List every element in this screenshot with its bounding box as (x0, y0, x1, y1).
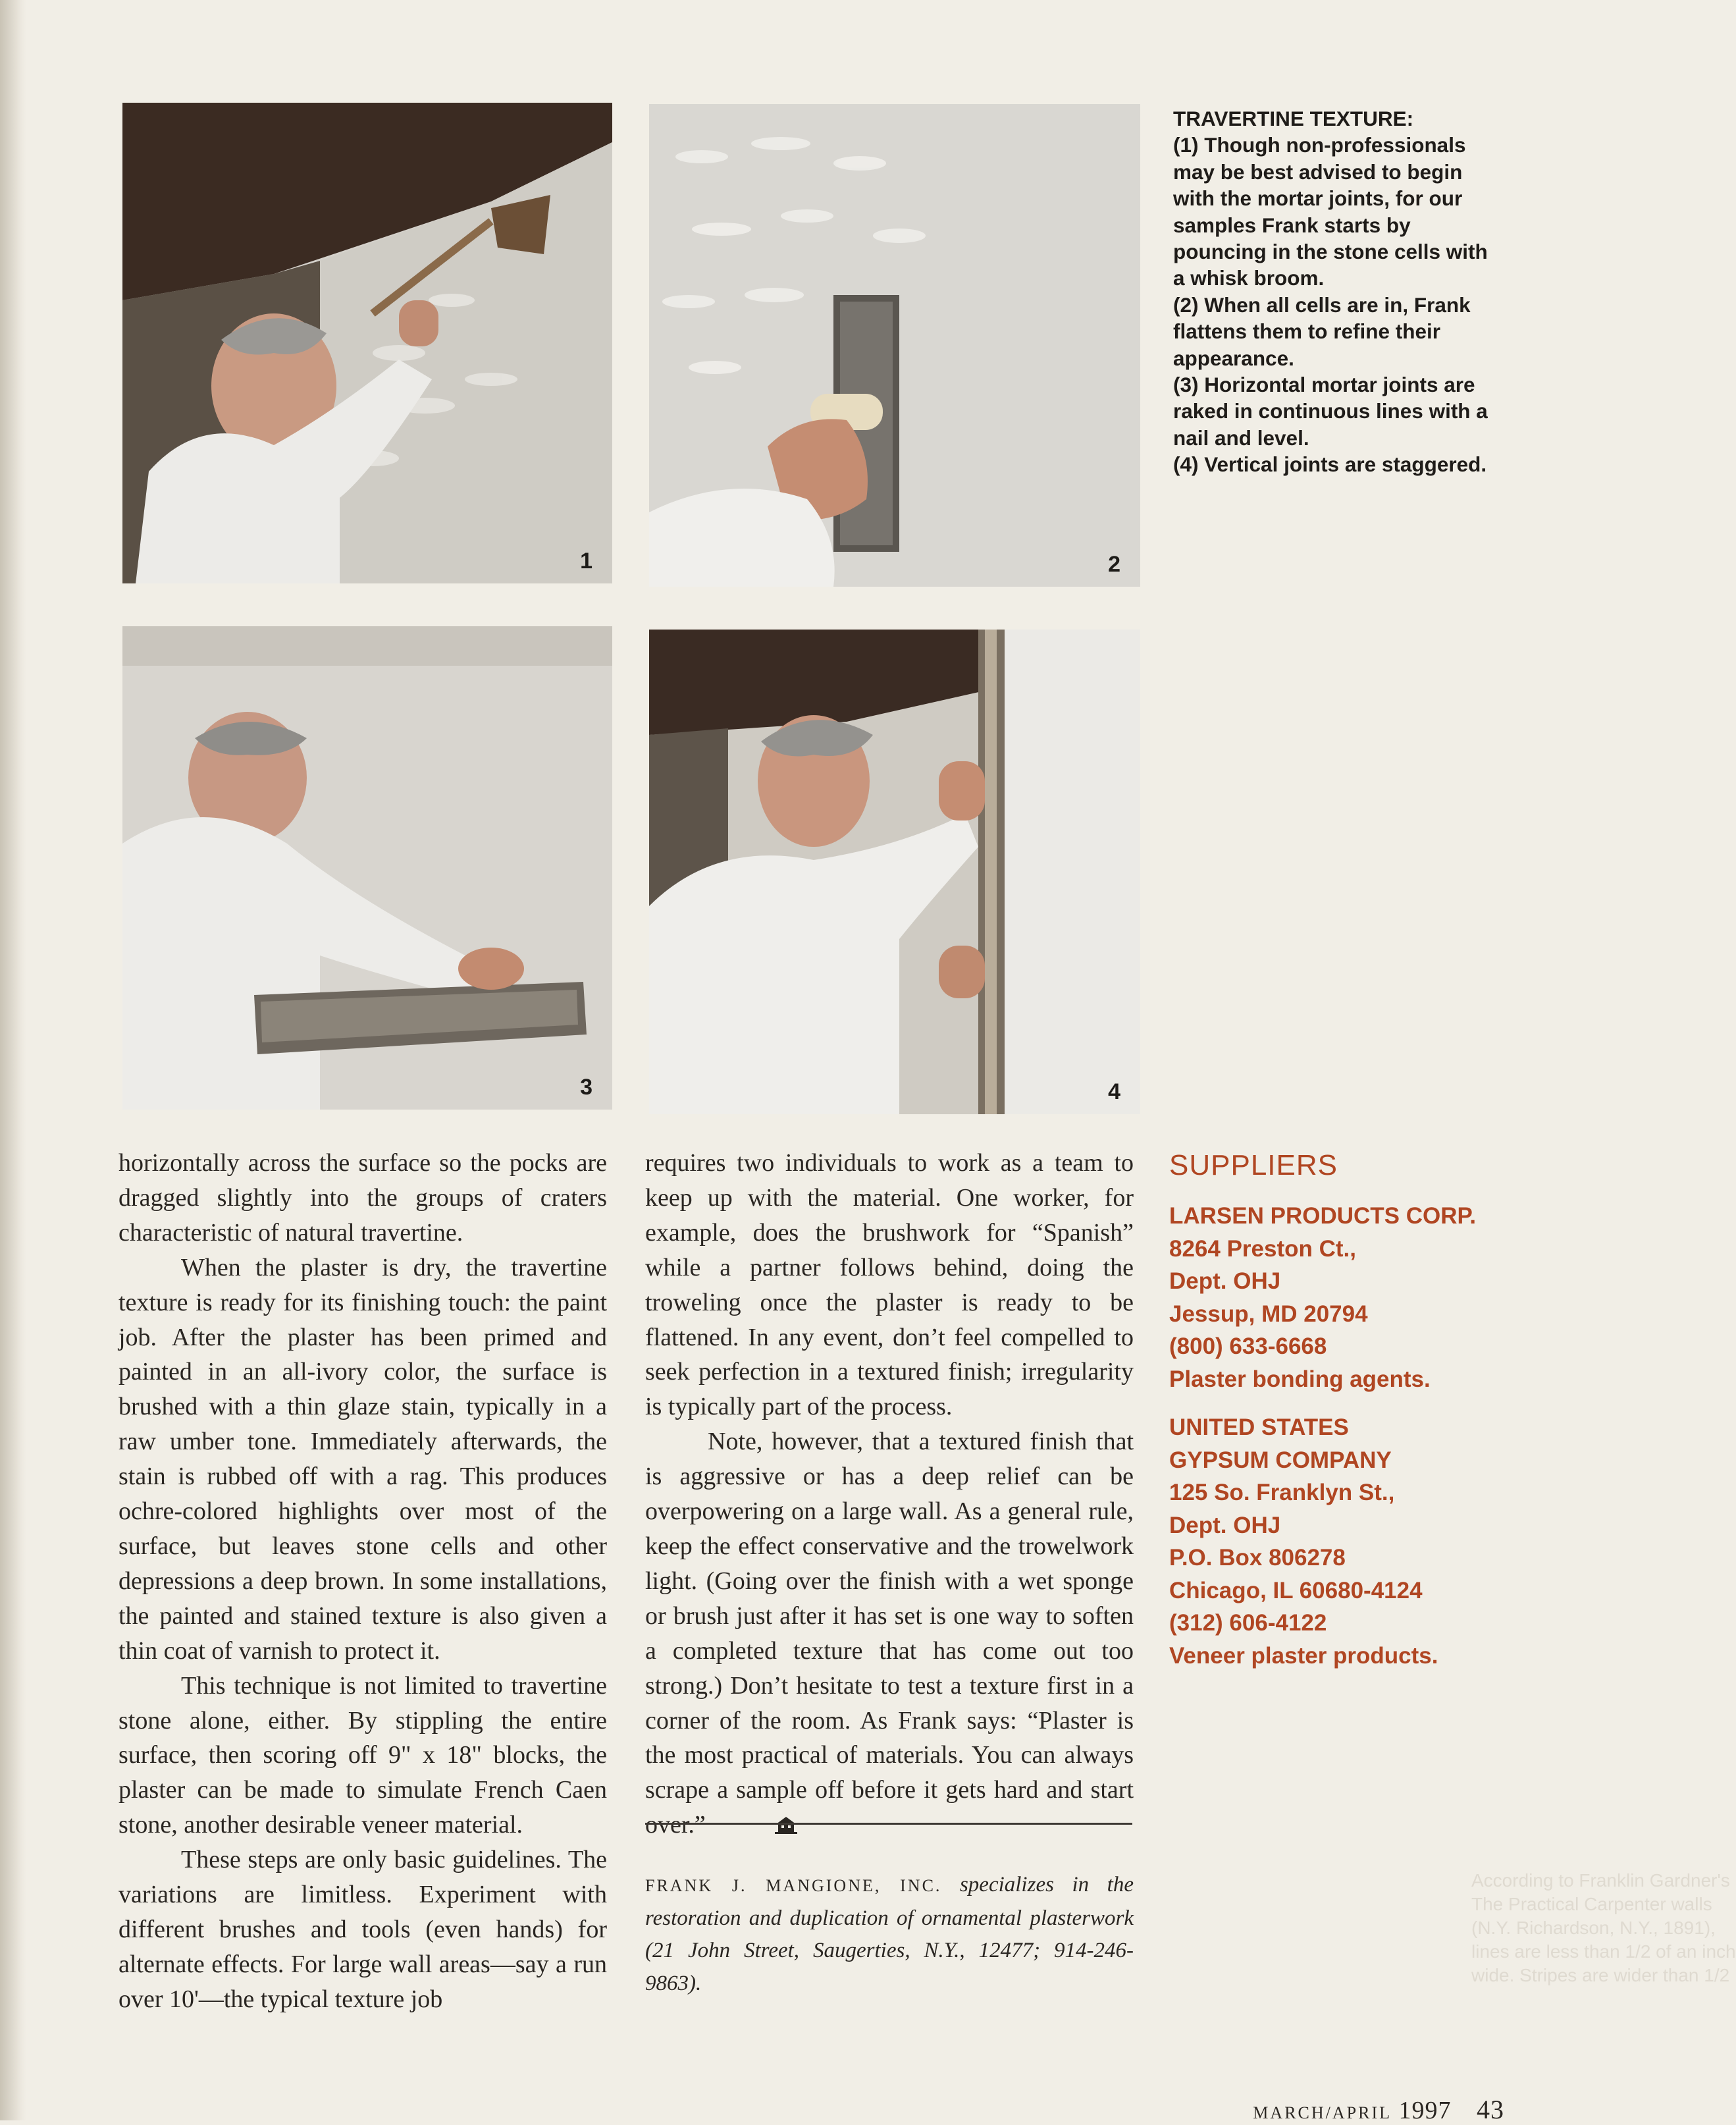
bleed-through-text (1471, 1869, 1736, 1987)
caption-step-2: (2) When all cells are in, Frank flattens them to refine their appearance. (1173, 292, 1471, 370)
photo-number: 4 (1108, 1079, 1120, 1104)
article-paragraph: horizontally across the surface so the pocks are dragged slightly into the groups of craters characteristic of natural travertine. (118, 1149, 607, 1247)
article-paragraph: This technique is not limited to travertine stone alone, either. By stippling the entire surface, then scoring off 9" x 18" blocks, the plaster can be made to simulate French Caen stone, another desirable veneer material. (118, 1671, 607, 1839)
suppliers-heading: SUPPLIERS (1169, 1149, 1338, 1181)
supplier-larsen (1169, 1200, 1538, 1395)
bleed-through-line: (N.Y. Richardson, N.Y., 1891), (1471, 1918, 1716, 1938)
photo-number: 2 (1108, 552, 1120, 577)
photo-4-image (649, 630, 1140, 1114)
article-paragraph: Note, however, that a textured finish that is aggressive or has a deep relief can be overpowering on a large wall. As a general rule, keep the effect conservative and the trowelwork light. (Going over the finish with a wet sponge or brush just after it has set is one way to soften a completed texture that has come out too strong.) Don’t hesitate to test a texture first in a corner of the room. As Frank says: “Plaster is the most practical of materials. You can always scrape a sample off before it gets hard and start over.” (645, 1428, 1134, 1839)
bleed-through-line: lines are less than 1/2 of an inch (1471, 1941, 1736, 1962)
supplier-address-line: Chicago, IL 60680-4124 (1169, 1577, 1423, 1603)
supplier-phone: (312) 606-4122 (1169, 1610, 1327, 1636)
bio-text: specializes in the restoration and duplication of ornamental plasterwork (21 John Street, Saugerties, N.Y., 12477; 914-246-9863). (645, 1873, 1134, 1996)
bio-company: FRANK J. MANGIONE, INC. (645, 1876, 942, 1895)
supplier-address-line: Dept. OHJ (1169, 1512, 1281, 1538)
article-column-middle (645, 1146, 1134, 1843)
supplier-address-line: 8264 Preston Ct., (1169, 1235, 1356, 1262)
caption-step-1: (1) Though non-professionals may be best advised to begin with the mortar joints, for our samples Frank starts by pouncing in the stone cells with a whisk broom. (1173, 133, 1488, 290)
supplier-address-line: P.O. Box 806278 (1169, 1545, 1346, 1571)
supplier-address-line: Jessup, MD 20794 (1169, 1301, 1368, 1327)
photo-number: 1 (580, 549, 592, 574)
article-paragraph: requires two individuals to work as a team to keep up with the material. One worker, for example, does the brushwork for “Spanish” while a partner follows behind, doing the troweling once the plaster is ready to be flattened. In any event, don’t feel compelled to seek perfection in a textured finish; irregularity is typically part of the process. (645, 1149, 1134, 1421)
page-number: 43 (1477, 2095, 1504, 2124)
supplier-name: LARSEN PRODUCTS CORP. (1169, 1203, 1477, 1229)
page-gutter-shadow (0, 0, 26, 2120)
caption-step-4: (4) Vertical joints are staggered. (1173, 452, 1487, 477)
bleed-through-line: wide. Stripes are wider than 1/2 (1471, 1965, 1730, 1985)
suppliers-box (1169, 1148, 1538, 1688)
photo-1 (122, 103, 612, 583)
author-bio (645, 1869, 1134, 2001)
supplier-products: Plaster bonding agents. (1169, 1366, 1431, 1392)
supplier-name: UNITED STATES (1169, 1414, 1349, 1440)
bleed-through-line: According to Franklin Gardner's (1471, 1870, 1730, 1891)
bleed-through-line: The Practical Carpenter walls (1471, 1894, 1712, 1914)
issue-date: MARCH/APRIL (1253, 2103, 1392, 2122)
supplier-usg (1169, 1411, 1538, 1672)
photo-3-image (122, 626, 612, 1110)
photo-number: 3 (580, 1075, 592, 1100)
supplier-address-line: 125 So. Franklyn St., (1169, 1480, 1395, 1505)
supplier-address-line: Dept. OHJ (1169, 1268, 1281, 1294)
issue-year: 1997 (1398, 2097, 1452, 2124)
article-paragraph: When the plaster is dry, the travertine texture is ready for its finishing touch: the paint job. After the plaster has been primed and painted in an all-ivory color, the surface is brushed with a thin glaze stain, typically in a raw umber tone. Immediately afterwards, the stain is rubbed off with a rag. This produces ochre-colored highlights over most of the surface, but leaves stone cells and other depressions a deep brown. In some installations, the painted and stained texture is also given a thin coat of varnish to protect it. (118, 1253, 607, 1665)
bio-divider (645, 1823, 1132, 1825)
article-column-left (118, 1146, 607, 2017)
photo-1-image (122, 103, 612, 583)
photo-2 (649, 104, 1140, 587)
photo-4 (649, 630, 1140, 1114)
caption-step-3: (3) Horizontal mortar joints are raked in continuous lines with a nail and level. (1173, 373, 1488, 450)
supplier-name: GYPSUM COMPANY (1169, 1447, 1392, 1473)
supplier-products: Veneer plaster products. (1169, 1642, 1438, 1669)
article-paragraph: These steps are only basic guidelines. The variations are limitless. Experiment with different brushes and tools (even hands) for alternate effects. For large wall areas—say a run over 10'—the typical texture job (118, 1846, 607, 2013)
caption-heading: TRAVERTINE TEXTURE: (1173, 107, 1414, 130)
page-footer (1253, 2094, 1504, 2125)
photo-caption-sidebar (1173, 105, 1502, 478)
photo-2-image (649, 104, 1140, 587)
supplier-phone: (800) 633-6668 (1169, 1333, 1327, 1359)
photo-3 (122, 626, 612, 1110)
house-end-mark-icon (712, 1809, 735, 1827)
